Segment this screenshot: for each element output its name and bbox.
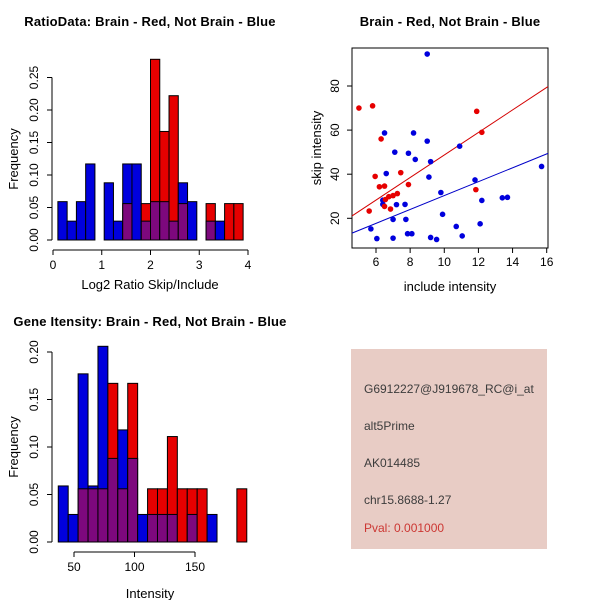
ratio-histogram-ylabel: Frequency bbox=[6, 128, 21, 190]
svg-text:0.20: 0.20 bbox=[27, 98, 41, 122]
svg-text:100: 100 bbox=[124, 560, 145, 574]
svg-text:50: 50 bbox=[67, 560, 81, 574]
svg-text:0.05: 0.05 bbox=[27, 195, 41, 220]
svg-text:0.25: 0.25 bbox=[27, 65, 41, 90]
svg-text:1: 1 bbox=[98, 258, 106, 272]
svg-text:4: 4 bbox=[244, 258, 252, 272]
svg-text:0.00: 0.00 bbox=[27, 530, 41, 554]
svg-text:10: 10 bbox=[437, 255, 451, 269]
accession-text: AK014485 bbox=[364, 456, 421, 470]
svg-text:2: 2 bbox=[147, 258, 154, 272]
intensity-scatter-title: Brain - Red, Not Brain - Blue bbox=[359, 14, 541, 29]
svg-text:20: 20 bbox=[328, 211, 342, 225]
intensity-scatter-plot bbox=[300, 0, 600, 300]
gene-info-panel bbox=[300, 300, 600, 600]
gene-intensity-histogram-ylabel: Frequency bbox=[6, 416, 21, 478]
event-type-text: alt5Prime bbox=[364, 419, 415, 433]
svg-text:16: 16 bbox=[540, 255, 554, 269]
svg-text:0.05: 0.05 bbox=[27, 482, 41, 507]
svg-text:60: 60 bbox=[328, 123, 342, 137]
intensity-scatter-panel bbox=[300, 0, 600, 300]
svg-text:6: 6 bbox=[372, 255, 380, 269]
pval-text: Pval: 0.001000 bbox=[364, 521, 445, 535]
svg-text:0.10: 0.10 bbox=[27, 435, 41, 459]
ratio-histogram-xlabel: Log2 Ratio Skip/Include bbox=[81, 277, 219, 292]
intensity-scatter-xlabel: include intensity bbox=[403, 279, 497, 294]
location-text: chr15.8688-1.27 bbox=[364, 493, 452, 507]
svg-text:14: 14 bbox=[505, 255, 520, 269]
gene-intensity-histogram-xlabel: Intensity bbox=[125, 586, 175, 600]
intensity-scatter-ylabel: skip intensity bbox=[309, 110, 324, 186]
svg-text:0.20: 0.20 bbox=[27, 340, 41, 364]
gene-info-box bbox=[351, 349, 547, 549]
gene-intensity-histogram-plot bbox=[0, 300, 300, 600]
svg-text:0.10: 0.10 bbox=[27, 163, 41, 187]
gene-intensity-histogram-panel bbox=[0, 300, 300, 600]
svg-text:0.15: 0.15 bbox=[27, 130, 41, 155]
svg-text:12: 12 bbox=[471, 255, 486, 269]
svg-text:150: 150 bbox=[184, 560, 206, 574]
svg-text:0: 0 bbox=[49, 258, 57, 272]
gene-intensity-histogram-title: Gene Itensity: Brain - Red, Not Brain - Blue bbox=[13, 314, 287, 329]
svg-text:8: 8 bbox=[406, 255, 414, 269]
probe-id-text: G6912227@J919678_RC@i_at bbox=[364, 382, 534, 396]
ratio-histogram-plot bbox=[0, 0, 300, 300]
svg-text:3: 3 bbox=[195, 258, 203, 272]
svg-text:80: 80 bbox=[328, 79, 342, 93]
svg-text:0.00: 0.00 bbox=[27, 228, 41, 252]
ratio-histogram-title: RatioData: Brain - Red, Not Brain - Blue bbox=[24, 14, 276, 29]
svg-text:40: 40 bbox=[328, 167, 342, 181]
ratio-histogram-panel bbox=[0, 0, 300, 300]
svg-text:0.15: 0.15 bbox=[27, 387, 41, 412]
